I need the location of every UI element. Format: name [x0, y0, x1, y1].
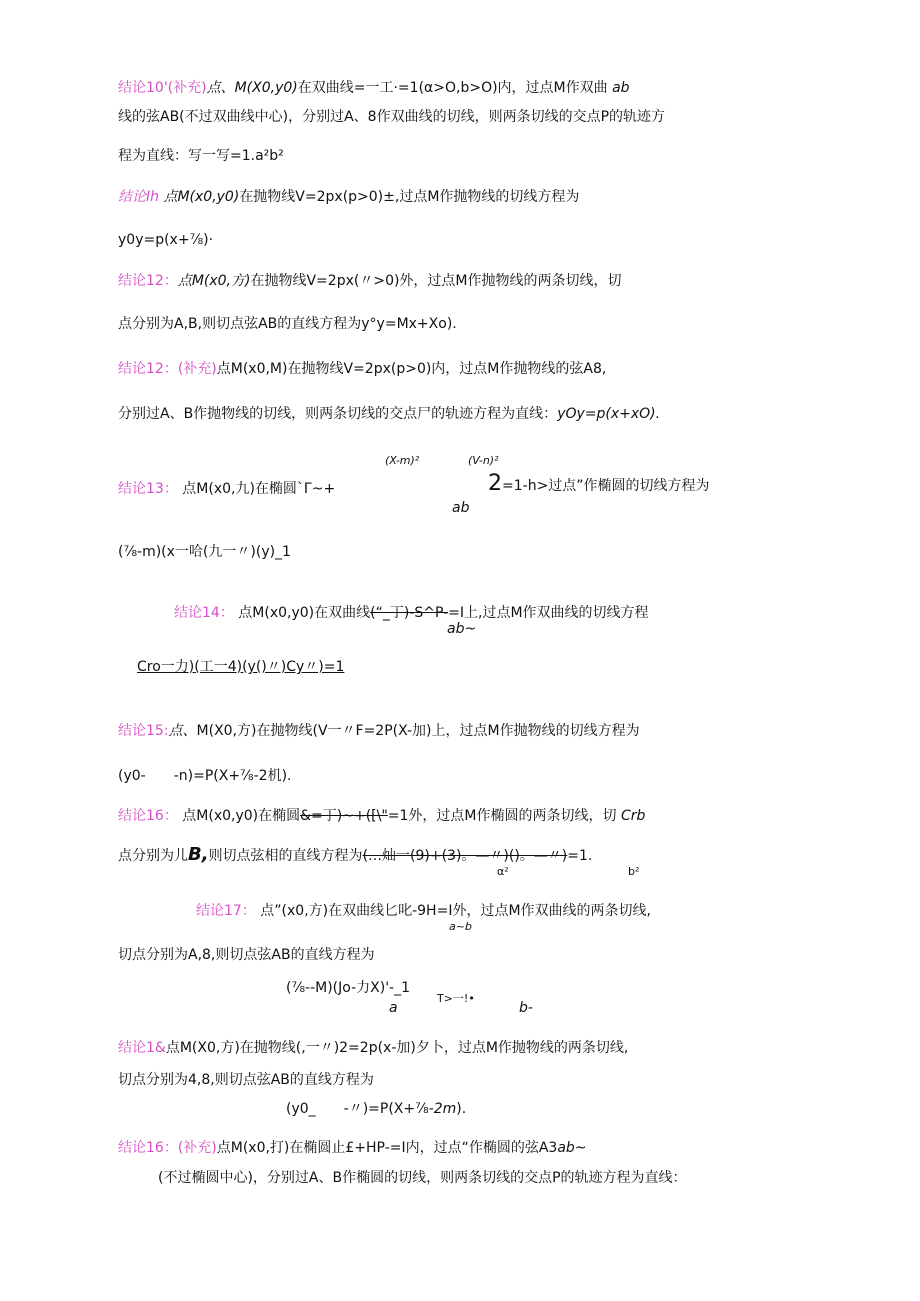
paragraph-conclusion-18: 结论1&点M(X0,方)在抛物线(,一〃)2=2p(x-加)夕卜，过点M作抛物线的两条切线, [118, 1040, 629, 1056]
formula-line: (y0- -n)=P(X+⅞-2机). [118, 768, 292, 784]
formula-line: (y0_ -〃)=P(X+⅞-2m). [286, 1101, 467, 1117]
text-line: 点分别为儿B,则切点弦相的直线方程为(…灿一(9)+(3)。—〃)()。—〃)=1. [118, 844, 593, 865]
paragraph-conclusion-12: 结论12：点M(x0,方)在抛物线V=2px(〃>0)外，过点M作抛物线的两条切线，切 [118, 273, 622, 289]
conclusion-label: 结论Ih [118, 189, 160, 205]
text-line: 分别过A、B作抛物线的切线，则两条切线的交点尸的轨迹方程为直线：yOy=p(x+xO). [118, 406, 661, 422]
text-line: 切点分别为A,8,则切点弦AB的直线方程为 [118, 947, 375, 963]
conclusion-label: 结论16： [118, 808, 178, 824]
conclusion-label: 结论12：(补充) [118, 361, 217, 377]
paragraph-conclusion-16-supplement: 结论16：(补充)点M(x0,打)在椭圆止£+HP-=I内，过点“作椭圆的弦A3ab~ [118, 1140, 587, 1156]
formula-line: Cro一力)(工一4)(y()〃)Cy〃)=1 [137, 659, 345, 675]
paragraph-conclusion-15: 结论15:点、M(X0,方)在抛物线(V一〃F=2P(X-加)上，过点M作抛物线的切线方程为 [118, 723, 640, 739]
formula-fragment: (V-n)² [468, 454, 499, 467]
formula-fragment: a~b [449, 920, 472, 933]
paragraph-conclusion-11: 结论Ih 点M(x0,y0)在抛物线V=2px(p>0)±,过点M作抛物线的切线方程为 [118, 189, 580, 205]
formula-fragment: T>一!• [437, 992, 475, 1005]
formula-fragment: a [389, 1000, 398, 1016]
formula-line: y0y=p(x+⅞)· [118, 232, 214, 248]
conclusion-label: 结论14： [174, 605, 234, 621]
conclusion-label: 结论16：(补充) [118, 1140, 217, 1156]
paragraph-conclusion-13: 结论13： 点M(x0,九)在椭圆`Γ~+ [118, 481, 336, 497]
paragraph-conclusion-12-supplement: 结论12：(补充)点M(x0,M)在抛物线V=2px(p>0)内，过点M作抛物线的弦A8, [118, 361, 607, 377]
formula-fragment: ab~ [447, 621, 477, 637]
conclusion-label: 结论13： [118, 481, 178, 497]
paragraph-conclusion-10-supplement: 结论10'(补充)点、M(X0,y0)在双曲线=一工·=1(α>O,b>O)内，过点M作双曲 ab [118, 80, 630, 96]
conclusion-label: 结论1& [118, 1040, 166, 1056]
formula-fragment: 2=1-h>过点”作椭圆的切线方程为 [488, 471, 710, 496]
paragraph-conclusion-17: 结论17： 点”(x0,方)在双曲线匕叱-9H=I外，过点M作双曲线的两条切线, [196, 903, 651, 919]
conclusion-label: 结论10'(补充) [118, 80, 207, 96]
formula-fragment: (X-m)² [385, 454, 420, 467]
formula-fragment: b- [519, 1000, 533, 1016]
text-line: 程为直线：写一写=1.a²b² [118, 148, 284, 164]
formula-line: (⅞-m)(x一哈(九一〃)(y)_1 [118, 544, 291, 560]
conclusion-label: 结论15: [118, 723, 169, 739]
conclusion-label: 结论12： [118, 273, 178, 289]
formula-fragment: b² [628, 865, 640, 878]
paragraph-conclusion-14: 结论14： 点M(x0,y0)在双曲线(“_丁)-S^P-=I上,过点M作双曲线的切线方程 [174, 605, 649, 621]
text-line: 线的弦AB(不过双曲线中心)，分别过A、8作双曲线的切线，则两条切线的交点P的轨迹方 [118, 109, 666, 125]
text-line: 切点分别为4,8,则切点弦AB的直线方程为 [118, 1072, 374, 1088]
text-line: 点分别为A,B,则切点弦AB的直线方程为y°y=Mx+Xo). [118, 316, 457, 332]
formula-fragment: α² [497, 865, 509, 878]
conclusion-label: 结论17： [196, 903, 256, 919]
paragraph-conclusion-16: 结论16： 点M(x0,y0)在椭圆&=丁)~+([\"=1外，过点M作椭圆的两条切线，切 Crb [118, 808, 646, 824]
formula-fragment: ab [452, 500, 470, 516]
formula-line: (⅞--M)(Jo-力X)'-_1 [286, 980, 411, 996]
text-line: (不过椭圆中心)，分别过A、B作椭圆的切线，则两条切线的交点P的轨迹方程为直线： [158, 1170, 687, 1186]
